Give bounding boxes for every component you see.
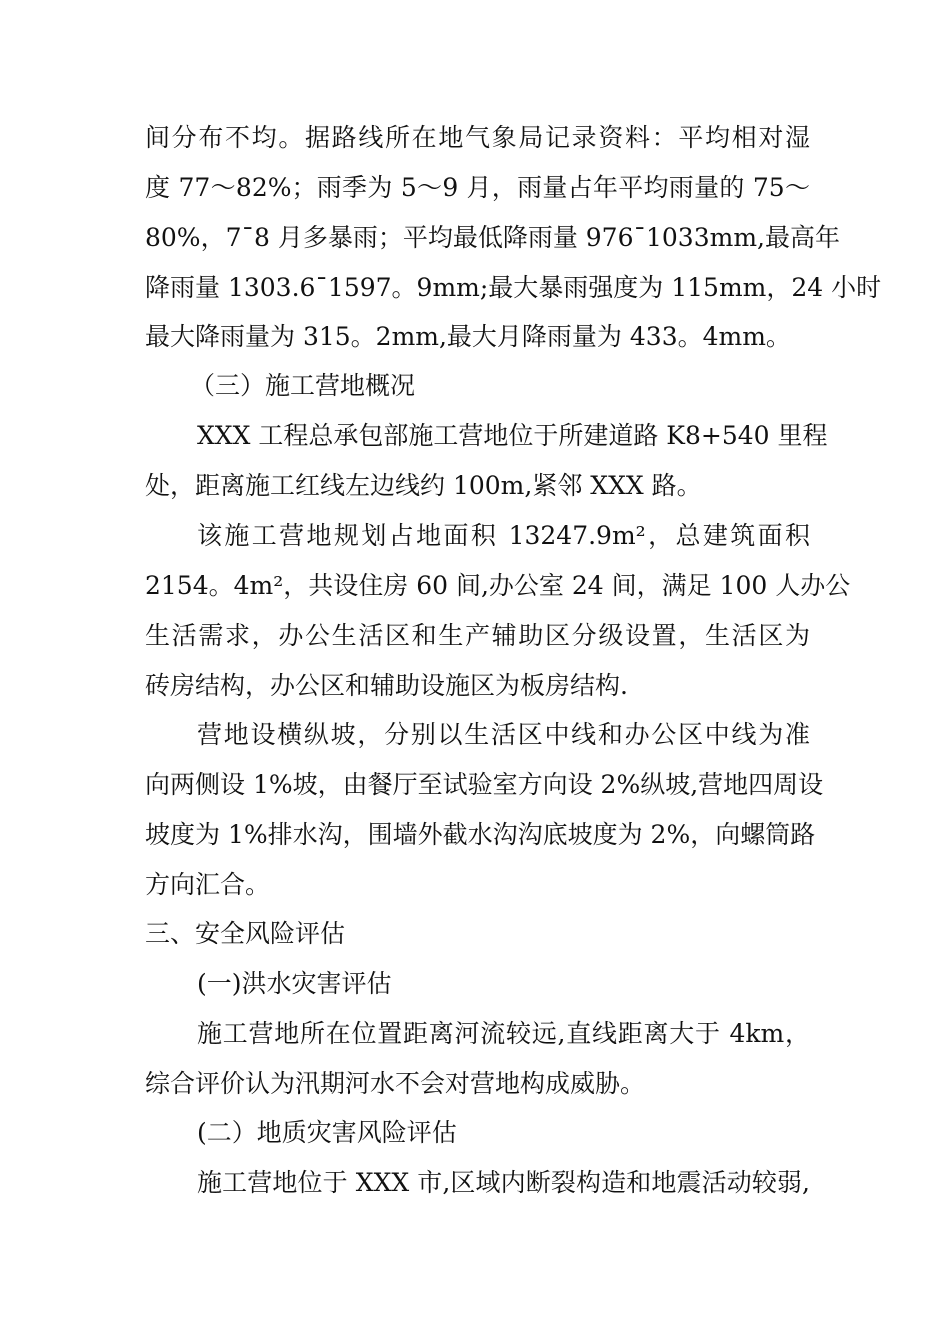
paragraph-line: 2154。4m²，共设住房 60 间,办公室 24 间，满足 100 人办公 xyxy=(145,571,851,600)
paragraph-line: 最大降雨量为 315。2mm,最大月降雨量为 433。4mm。 xyxy=(145,322,791,351)
paragraph-line: 该施工营地规划占地面积 13247.9m²，总建筑面积 xyxy=(197,521,810,550)
subsection-heading: (一)洪水灾害评估 xyxy=(197,969,392,998)
paragraph-line: 施工营地位于 XXX 市,区域内断裂构造和地震活动较弱, xyxy=(197,1168,810,1197)
paragraph-line: 施工营地所在位置距离河流较远,直线距离大于 4km， xyxy=(197,1019,810,1048)
paragraph-line: 坡度为 1%排水沟，围墙外截水沟沟底坡度为 2%，向螺筒路 xyxy=(145,820,816,849)
paragraph-line: 方向汇合。 xyxy=(145,870,271,899)
paragraph-line: 营地设横纵坡，分别以生活区中线和办公区中线为准 xyxy=(197,720,810,749)
paragraph-line: 生活需求，办公生活区和生产辅助区分级设置，生活区为 xyxy=(145,621,810,650)
paragraph-line: 度 77～82%；雨季为 5～9 月，雨量占年平均雨量的 75～ xyxy=(145,173,810,202)
section-heading: （三）施工营地概况 xyxy=(190,371,416,400)
paragraph-line: 处，距离施工红线左边线约 100m,紧邻 XXX 路。 xyxy=(145,471,702,500)
subsection-heading: (二）地质灾害风险评估 xyxy=(197,1118,457,1147)
paragraph-line: XXX 工程总承包部施工营地位于所建道路 K8+540 里程 xyxy=(197,421,828,450)
paragraph-line: 向两侧设 1%坡，由餐厅至试验室方向设 2%纵坡,营地四周设 xyxy=(145,770,824,799)
paragraph-line: 80%，7¯8 月多暴雨；平均最低降雨量 976¯1033mm,最高年 xyxy=(145,223,840,252)
section-heading: 三、安全风险评估 xyxy=(145,919,346,948)
paragraph-line: 间分布不均。据路线所在地气象局记录资料：平均相对湿 xyxy=(145,123,810,152)
paragraph-line: 砖房结构，办公区和辅助设施区为板房结构. xyxy=(145,671,628,700)
paragraph-line: 综合评价认为汛期河水不会对营地构成威胁。 xyxy=(145,1069,646,1098)
paragraph-line: 降雨量 1303.6¯1597。9mm;最大暴雨强度为 115mm，24 小时 xyxy=(145,273,882,302)
